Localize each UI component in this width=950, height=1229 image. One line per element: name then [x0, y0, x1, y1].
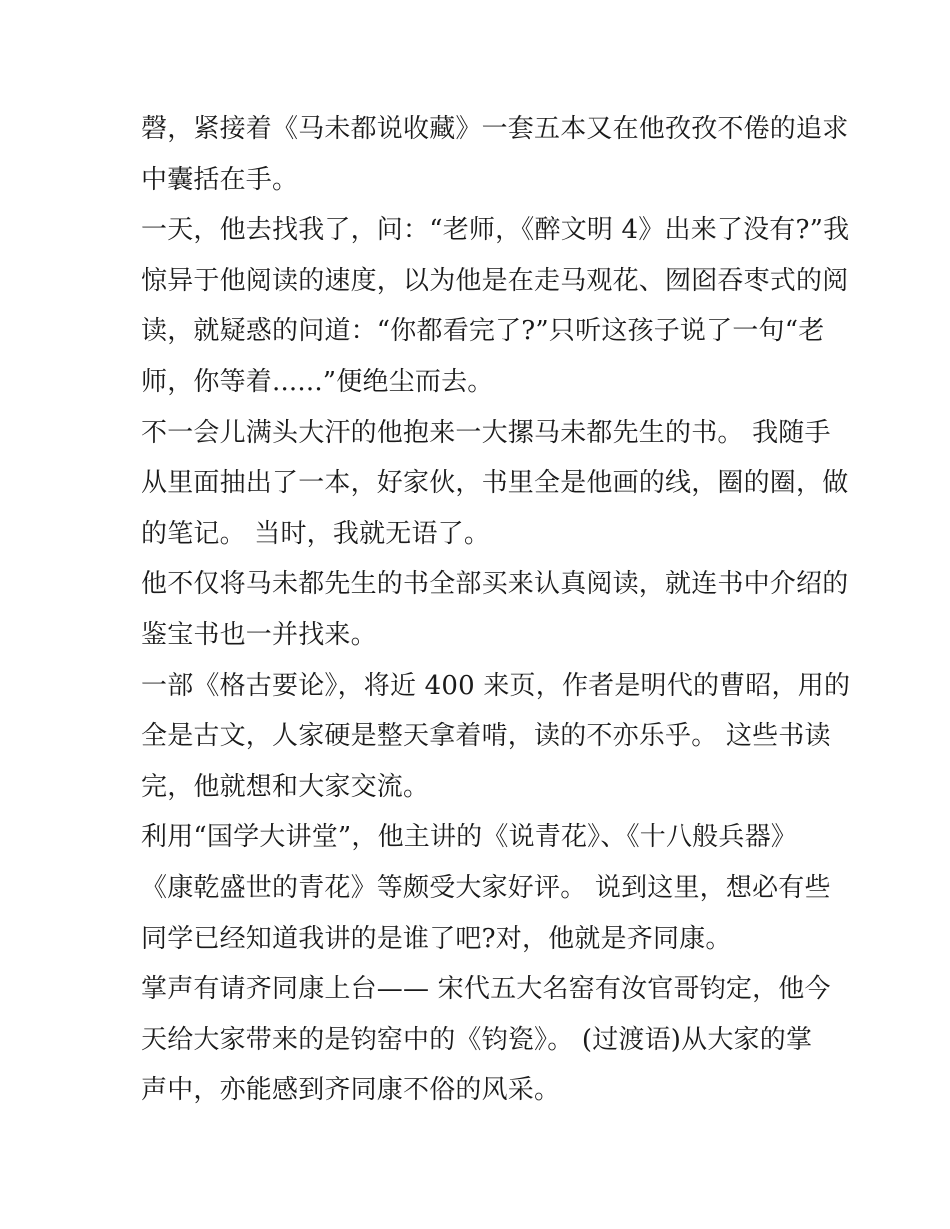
text-line: 鉴宝书也一并找来。	[141, 619, 377, 650]
text-line: 师，你等着......”便绝尘而去。	[141, 366, 494, 397]
text-line: 一天，他去找我了，问：“老师，《醉文明 4》出来了没有?”我	[141, 215, 850, 246]
text-line: 他不仅将马未都先生的书全部买来认真阅读，就连书中介绍的	[141, 569, 849, 600]
text-line: 的笔记。 当时，我就无语了。	[141, 518, 491, 549]
text-line: 惊异于他阅读的速度，以为他是在走马观花、囫囵吞枣式的阅	[141, 265, 849, 296]
document-body	[141, 104, 851, 1116]
text-line: 全是古文，人家硬是整天拿着啃，读的不亦乐乎。 这些书读	[141, 721, 831, 752]
text-line: 《康乾盛世的青花》等颇受大家好评。 说到这里，想必有些	[141, 872, 831, 903]
text-line: 同学已经知道我讲的是谁了吧?对，他就是齐同康。	[141, 923, 732, 954]
text-line: 不一会儿满头大汗的他抱来一大摞马未都先生的书。 我随手	[141, 417, 831, 448]
text-line: 掌声有请齐同康上台—— 宋代五大名窑有汝官哥钧定，他今	[141, 974, 831, 1005]
text-line: 声中，亦能感到齐同康不俗的风采。	[141, 1075, 561, 1106]
text-line: 读，就疑惑的问道：“你都看完了?”只听这孩子说了一句“老	[141, 316, 825, 347]
text-line: 磬，紧接着《马未都说收藏》一套五本又在他孜孜不倦的追求	[141, 114, 849, 144]
text-line: 利用“国学大讲堂”，他主讲的《说青花》、《十八般兵器》	[141, 822, 797, 853]
text-line: 中囊括在手。	[141, 164, 299, 195]
text-line: 天给大家带来的是钧窑中的《钧瓷》。 (过渡语)从大家的掌	[141, 1024, 813, 1055]
text-line: 从里面抽出了一本，好家伙，书里全是他画的线，圈的圈，做	[141, 468, 849, 499]
text-line: 完，他就想和大家交流。	[141, 771, 430, 802]
text-line: 一部《格古要论》，将近 400 来页，作者是明代的曹昭，用的	[141, 670, 851, 701]
